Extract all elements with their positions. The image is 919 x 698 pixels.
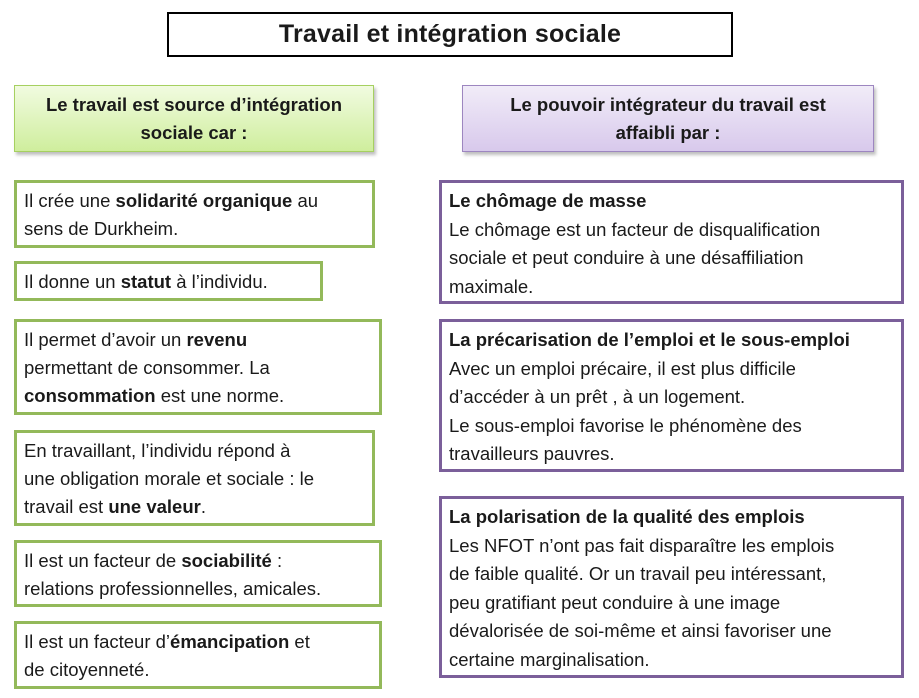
box-keyword: émancipation xyxy=(170,631,290,652)
right-header-line2: affaibli par : xyxy=(615,121,721,143)
box-text: En travaillant, l’individu répond à xyxy=(24,440,291,461)
box-text: Il permet d’avoir un xyxy=(24,329,187,350)
box-text: : xyxy=(271,550,283,571)
box-text: sens de Durkheim. xyxy=(24,218,179,239)
box-heading: La polarisation de la qualité des emplois xyxy=(449,506,805,527)
box-text: à l’individu. xyxy=(171,271,268,292)
box-text: maximale. xyxy=(449,275,534,297)
box-text: . xyxy=(200,496,206,517)
box-text: au xyxy=(292,190,319,211)
box-text: travailleurs pauvres. xyxy=(449,443,615,464)
box-text: travail est xyxy=(24,496,109,517)
box-text: peu gratifiant peut conduire à une image xyxy=(449,591,781,613)
right-box-precarisation xyxy=(439,319,904,472)
right-column-header xyxy=(462,85,874,152)
box-text: permettant de consommer. La xyxy=(24,357,270,378)
left-header-line2: sociale car : xyxy=(140,121,248,143)
box-text: dévalorisée de soi-même et ainsi favoriser une xyxy=(449,620,832,641)
left-header-line1: Le travail est source d’intégration xyxy=(45,93,343,115)
box-text: Le sous-emploi favorise le phénomène des xyxy=(449,414,802,436)
left-box-valeur xyxy=(14,430,375,526)
left-box-revenu xyxy=(14,319,382,415)
box-text: Avec un emploi précaire, il est plus difficile xyxy=(449,357,796,379)
box-text: et xyxy=(289,631,310,652)
left-box-statut xyxy=(14,261,323,301)
box-text: d’accéder à un prêt , à un logement. xyxy=(449,386,746,407)
left-column-header xyxy=(14,85,374,152)
right-box-polarisation xyxy=(439,496,904,678)
left-box-sociabilite xyxy=(14,540,382,607)
left-box-solidarite xyxy=(14,180,375,248)
box-text: sociale et peut conduire à une désaffiliation xyxy=(449,247,804,268)
box-text: Il est un facteur de xyxy=(24,550,182,571)
page-title xyxy=(167,12,733,57)
right-box-chomage xyxy=(439,180,904,304)
box-keyword: statut xyxy=(120,271,172,292)
box-text: Les NFOT n’ont pas fait disparaître les emplois xyxy=(449,534,835,556)
box-text: relations professionnelles, amicales. xyxy=(24,578,322,599)
box-text: Il crée une xyxy=(24,190,116,211)
left-box-emancipation xyxy=(14,621,382,689)
box-keyword: une valeur xyxy=(108,496,201,517)
box-keyword: solidarité organique xyxy=(115,190,293,211)
box-text: de citoyenneté. xyxy=(24,659,150,680)
box-text: une obligation morale et sociale : le xyxy=(24,468,315,489)
title-text: Travail et intégration sociale xyxy=(278,20,622,48)
right-header-line1: Le pouvoir intégrateur du travail est xyxy=(510,93,826,115)
box-keyword: revenu xyxy=(186,329,248,350)
box-text: Le chômage est un facteur de disqualification xyxy=(449,218,821,240)
box-text: Il est un facteur d’ xyxy=(24,631,171,652)
box-keyword: consommation xyxy=(24,385,156,406)
box-keyword: sociabilité xyxy=(181,550,272,571)
box-text: de faible qualité. Or un travail peu intéressant, xyxy=(449,563,827,584)
box-heading: Le chômage de masse xyxy=(449,190,647,211)
box-text: est une norme. xyxy=(155,385,285,406)
box-heading: La précarisation de l’emploi et le sous-emploi xyxy=(449,329,850,350)
box-text: certaine marginalisation. xyxy=(449,648,650,670)
box-text: Il donne un xyxy=(24,271,121,292)
